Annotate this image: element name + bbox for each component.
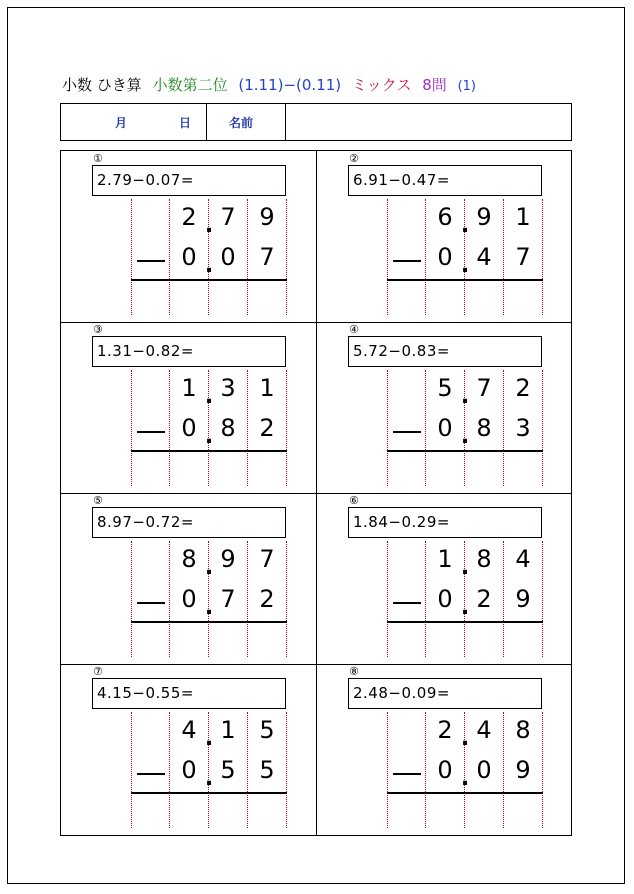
subtrahend-digit: 5 [259,756,275,784]
minuend-digit: 2 [181,203,197,231]
problem-expression: 4.15−0.55= [92,678,286,709]
minus-sign [393,260,421,262]
problem-number: ⑧ [349,665,359,678]
problem-3 [61,322,316,493]
minuend-digit: 4 [476,716,492,744]
minuend-digit: 9 [259,203,275,231]
subtrahend-digit: 8 [220,414,236,442]
decimal-point: . [460,726,470,751]
minuend-digit: 9 [476,203,492,231]
decimal-point: . [204,253,214,278]
subtrahend-digit: 0 [181,756,197,784]
decimal-point: . [460,555,470,580]
subtrahend-digit: 2 [259,585,275,613]
problem-7 [61,664,316,835]
subtrahend-digit: 5 [220,756,236,784]
minuend-digit: 1 [259,374,275,402]
title-count: 8問 [422,76,447,94]
problem-6 [317,493,572,664]
decimal-point: . [204,213,214,238]
day-label: 日 [179,115,192,130]
minuend-digit: 1 [515,203,531,231]
minuend-digit: 2 [515,374,531,402]
minuend-digit: 1 [437,545,453,573]
decimal-point: . [460,213,470,238]
subtrahend-digit: 7 [515,243,531,271]
title-level: 小数第二位 [152,76,228,94]
minus-sign [393,773,421,775]
minuend-digit: 4 [181,716,197,744]
subtrahend-digit: 3 [515,414,531,442]
problem-expression: 1.31−0.82= [92,336,286,367]
answer-area[interactable] [387,281,543,315]
decimal-point: . [460,384,470,409]
subtrahend-digit: 9 [515,756,531,784]
minuend-digit: 1 [220,716,236,744]
title-sheet-number: (1) [457,79,477,94]
subtrahend-digit: 0 [437,243,453,271]
decimal-point: . [460,595,470,620]
minuend-digit: 8 [181,545,197,573]
month-label: 月 [115,115,128,130]
subtrahend-digit: 2 [259,414,275,442]
problem-1 [61,151,316,322]
answer-area[interactable] [387,794,543,828]
subtrahend-digit: 0 [181,243,197,271]
minuend-digit: 8 [515,716,531,744]
subtrahend-digit: 0 [181,414,197,442]
subtrahend-digit: 7 [259,243,275,271]
subtrahend-digit: 4 [476,243,492,271]
decimal-point: . [204,766,214,791]
minus-sign [137,602,165,604]
subtrahend-digit: 9 [515,585,531,613]
answer-area[interactable] [387,623,543,657]
name-date-row [60,103,572,141]
answer-area[interactable] [131,281,287,315]
decimal-point: . [204,384,214,409]
problem-expression: 8.97−0.72= [92,507,286,538]
worksheet-title [62,74,572,98]
answer-area[interactable] [387,452,543,486]
minuend-digit: 5 [259,716,275,744]
date-cell[interactable] [61,104,207,140]
problem-expression: 6.91−0.47= [348,165,542,196]
decimal-point: . [204,726,214,751]
minus-sign [137,773,165,775]
subtrahend-digit: 0 [437,585,453,613]
subtrahend-digit: 8 [476,414,492,442]
problem-grid [60,150,572,836]
decimal-point: . [460,424,470,449]
subtrahend-digit: 7 [220,585,236,613]
problem-number: ⑦ [93,665,103,678]
minuend-digit: 9 [220,545,236,573]
problem-expression: 5.72−0.83= [348,336,542,367]
minuend-digit: 5 [437,374,453,402]
minuend-digit: 7 [476,374,492,402]
minuend-digit: 2 [437,716,453,744]
name-label: 名前 [207,104,286,140]
decimal-point: . [204,595,214,620]
problem-number: ① [93,152,103,165]
minuend-digit: 8 [476,545,492,573]
subtrahend-digit: 0 [181,585,197,613]
problem-4 [317,322,572,493]
minus-sign [137,260,165,262]
subtrahend-digit: 0 [437,414,453,442]
problem-5 [61,493,316,664]
decimal-point: . [460,253,470,278]
problem-2 [317,151,572,322]
decimal-point: . [204,555,214,580]
subtrahend-digit: 0 [437,756,453,784]
problem-expression: 2.79−0.07= [92,165,286,196]
decimal-point: . [460,766,470,791]
minuend-digit: 7 [259,545,275,573]
problem-8 [317,664,572,835]
problem-expression: 2.48−0.09= [348,678,542,709]
minuend-digit: 3 [220,374,236,402]
title-pattern: (1.11)−(0.11) [238,76,342,94]
minuend-digit: 4 [515,545,531,573]
minuend-digit: 6 [437,203,453,231]
minus-sign [393,431,421,433]
problem-number: ② [349,152,359,165]
title-mix: ミックス [351,76,412,94]
subtrahend-digit: 0 [476,756,492,784]
minuend-digit: 7 [220,203,236,231]
problem-number: ③ [93,323,103,336]
minus-sign [393,602,421,604]
decimal-point: . [204,424,214,449]
answer-area[interactable] [131,452,287,486]
problem-expression: 1.84−0.29= [348,507,542,538]
answer-area[interactable] [131,623,287,657]
title-subject: 小数 ひき算 [62,76,142,94]
problem-number: ④ [349,323,359,336]
problem-number: ⑤ [93,494,103,507]
answer-area[interactable] [131,794,287,828]
minus-sign [137,431,165,433]
name-field[interactable] [286,104,571,140]
subtrahend-digit: 2 [476,585,492,613]
subtrahend-digit: 0 [220,243,236,271]
problem-number: ⑥ [349,494,359,507]
minuend-digit: 1 [181,374,197,402]
